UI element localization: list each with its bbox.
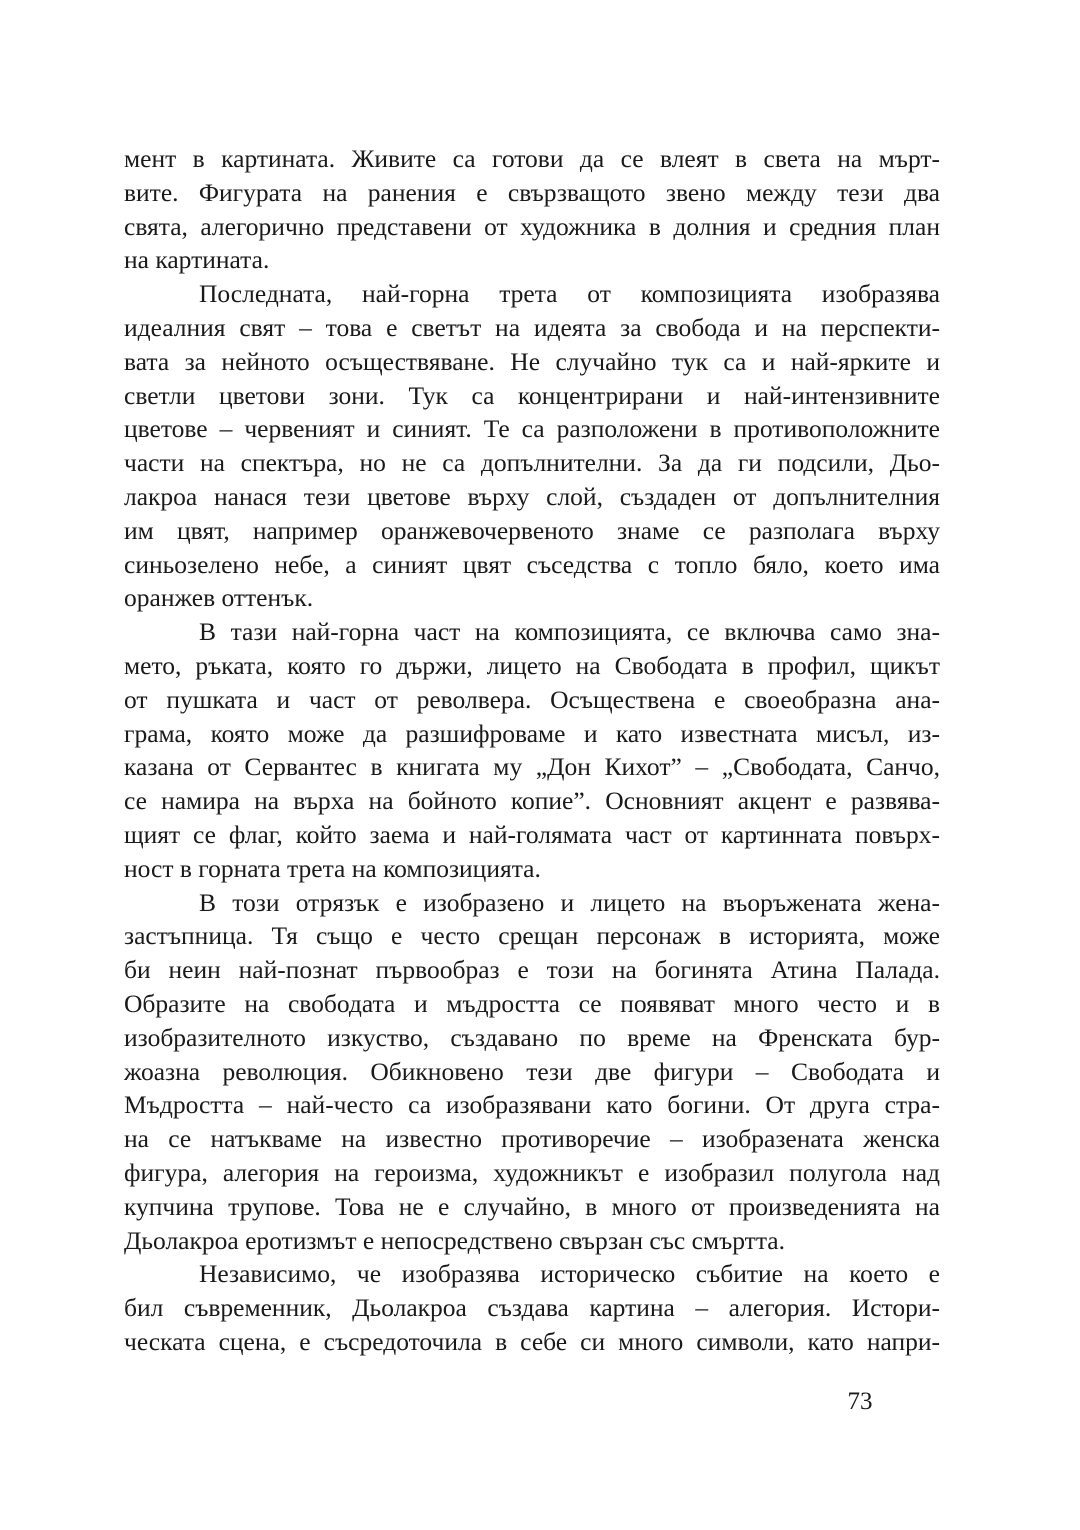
text-line: светли цветови зони. Тук са концентрирани и най-интензивните: [124, 380, 940, 410]
text-line: би неин най-познат първообраз е този на богинята Атина Палада.: [124, 955, 940, 985]
text-line: купчина трупове. Това не е случайно, в много от произведенията на: [124, 1191, 940, 1221]
text-line: мето, ръката, която го държи, лицето на Свободата в профил, щикът: [124, 650, 940, 680]
text-line: на картината.: [124, 245, 270, 275]
text-line: им цвят, например оранжевочервеното знаме се разполага върху: [124, 515, 940, 545]
body-text: [124, 142, 940, 1359]
text-line: щият се флаг, който заема и най-голямата част от картинната повърх-: [124, 819, 940, 849]
paragraph: [124, 1257, 940, 1358]
text-line: вата за нейното осъществяване. Не случайно тук са и най-ярките и: [124, 346, 940, 376]
text-line: лакроа нанася тези цветове върху слой, създаден от допълнителния: [124, 481, 940, 511]
paragraph: [124, 886, 940, 1258]
text-line: на се натъкваме на известно противоречие – изобразената женска: [124, 1124, 940, 1154]
text-line: жоазна революция. Обикновено тези две фигури – Свободата и: [124, 1056, 940, 1086]
text-line: Мъдростта – най-често са изобразявани като богини. От друга стра-: [124, 1090, 940, 1120]
text-line: В този отрязък е изобразено и лицето на въоръжената жена-: [199, 887, 940, 917]
text-line: ческата сцена, е съсредоточила в себе си много символи, като напри-: [124, 1326, 940, 1356]
text-line: цветове – червеният и синият. Те са разположени в противоположните: [124, 414, 940, 444]
text-line: от пушката и част от револвера. Осъществена е своеобразна ана-: [124, 684, 940, 714]
text-line: застъпница. Тя също е често срещан персонаж в историята, може: [124, 921, 940, 951]
paragraph: [124, 142, 940, 277]
text-line: Последната, най-горна трета от композицията изобразява: [199, 279, 940, 309]
text-line: идеалния свят – това е светът на идеята за свобода и на перспекти-: [124, 312, 940, 342]
page-number: 73: [847, 1388, 873, 1415]
text-line: бил съвременник, Дьолакроа създава картина – алегория. Истори-: [124, 1293, 940, 1323]
text-line: В тази най-горна част на композицията, се включва само зна-: [199, 617, 940, 647]
text-line: се намира на върха на бойното копие”. Основният акцент е развява-: [124, 786, 940, 816]
text-line: свята, алегорично представени от художника в долния и средния план: [124, 211, 940, 241]
text-line: грама, която може да разшифроваме и като известната мисъл, из-: [124, 718, 940, 748]
text-line: оранжев оттенък.: [124, 583, 314, 613]
paragraph: [124, 277, 940, 615]
text-line: казана от Сервантес в книгата му „Дон Кихот” – „Свободата, Санчо,: [124, 752, 940, 782]
text-line: фигура, алегория на героизма, художникът е изобразил полугола над: [124, 1157, 940, 1187]
text-line: изобразителното изкуство, създавано по време на Френската бур-: [124, 1022, 940, 1052]
text-line: ност в горната трета на композицията.: [124, 853, 541, 883]
text-line: Независимо, че изобразява историческо събитие на което е: [199, 1259, 940, 1289]
text-line: части на спектъра, но не са допълнителни. За да ги подсили, Дьо-: [124, 448, 940, 478]
text-line: синьозелено небе, а синият цвят съседства с топло бяло, което има: [124, 549, 940, 579]
text-line: Образите на свободата и мъдростта се появяват много често и в: [124, 988, 940, 1018]
text-line: вите. Фигурата на ранения е свързващото звено между тези два: [124, 177, 940, 207]
text-line: мент в картината. Живите са готови да се влеят в света на мърт-: [124, 144, 940, 173]
text-line: Дьолакроа еротизмът е непосредствено свързан със смъртта.: [124, 1225, 785, 1255]
paragraph: [124, 615, 940, 885]
